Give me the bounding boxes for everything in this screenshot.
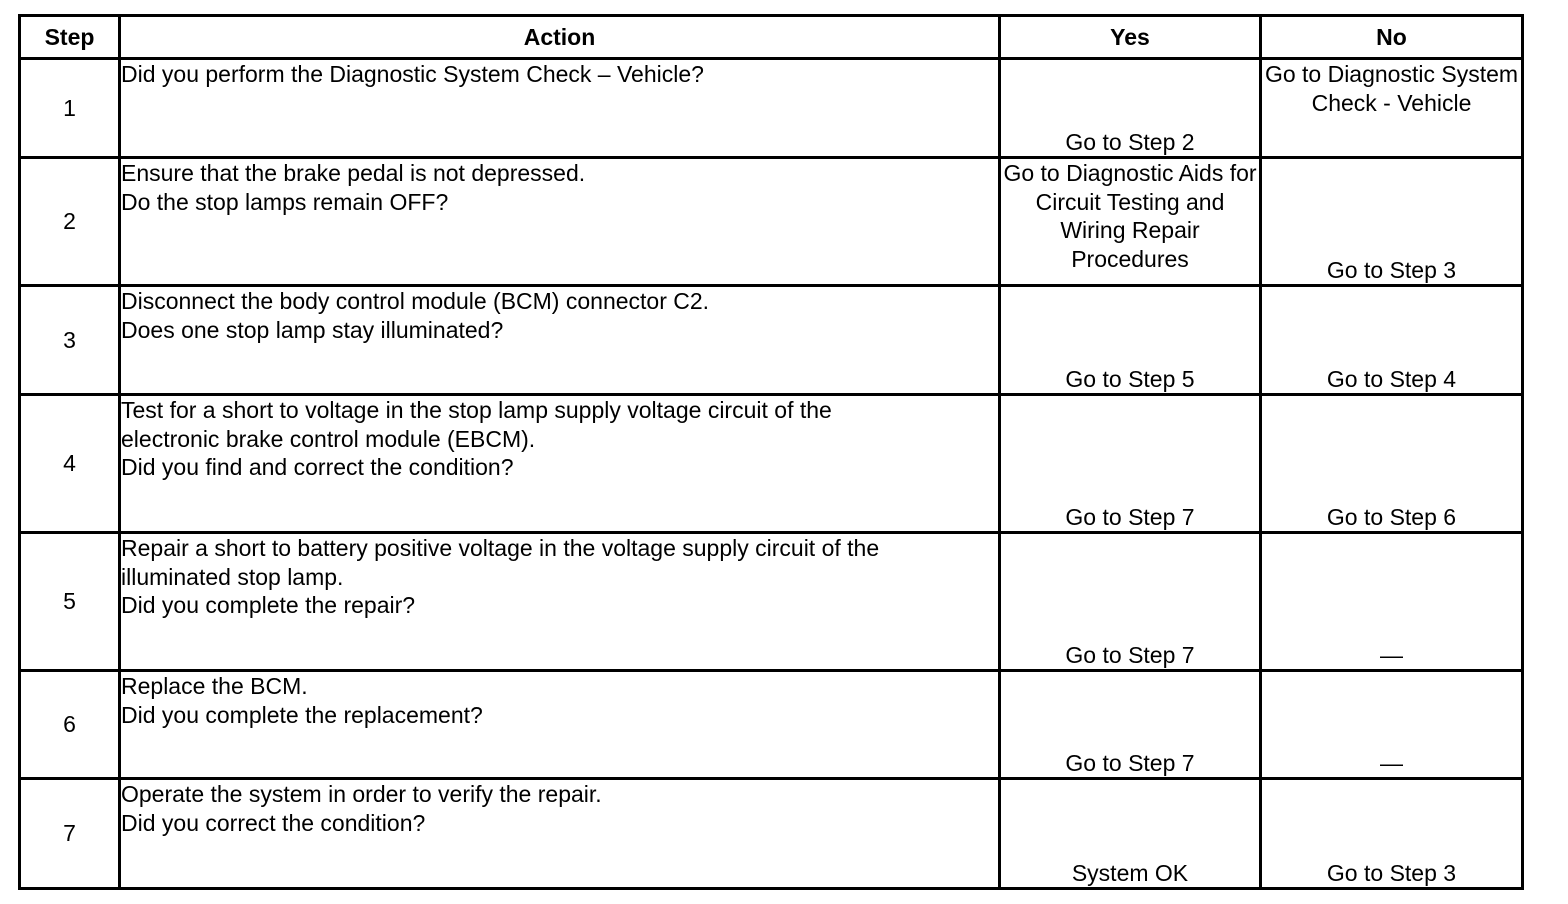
action-question: Did you complete the replacement? (121, 701, 483, 728)
action-cell (120, 395, 1000, 533)
no-result: Go to Step 3 (1261, 779, 1523, 889)
table-row (20, 395, 1523, 533)
action-cell (120, 779, 1000, 889)
yes-result: Go to Step 7 (1000, 395, 1261, 533)
table-header-row (20, 16, 1523, 59)
yes-result: Go to Step 5 (1000, 286, 1261, 395)
action-question: Did you complete the repair? (121, 592, 416, 618)
yes-result: Go to Step 2 (1000, 59, 1261, 158)
step-number: 3 (20, 286, 120, 395)
header-yes: Yes (1000, 16, 1261, 59)
no-result: Go to Step 4 (1261, 286, 1523, 395)
action-instruction: Replace the BCM. (121, 673, 308, 699)
yes-result: Go to Step 7 (1000, 671, 1261, 779)
action-instruction: Repair a short to battery positive voltage in the voltage supply circuit of the illuminated stop lamp. (121, 535, 880, 590)
header-action: Action (120, 16, 1000, 59)
table-row (20, 286, 1523, 395)
header-no: No (1261, 16, 1523, 59)
yes-result: System OK (1000, 779, 1261, 889)
step-number: 7 (20, 779, 120, 889)
action-instruction: Operate the system in order to verify the repair. (121, 781, 602, 807)
action-cell (120, 59, 1000, 158)
action-instruction: Disconnect the body control module (BCM) connector C2. (121, 288, 710, 314)
yes-result: Go to Step 7 (1000, 533, 1261, 671)
table-row (20, 671, 1523, 779)
no-result: Go to Diagnostic System Check - Vehicle (1261, 59, 1523, 158)
no-result: — (1261, 533, 1523, 671)
action-question: Did you find and correct the condition? (121, 454, 514, 480)
step-number: 2 (20, 158, 120, 286)
step-number: 5 (20, 533, 120, 671)
no-result: — (1261, 671, 1523, 779)
table-row (20, 158, 1523, 286)
no-result: Go to Step 6 (1261, 395, 1523, 533)
action-question: Does one stop lamp stay illuminated? (121, 316, 504, 343)
no-result: Go to Step 3 (1261, 158, 1523, 286)
yes-result: Go to Diagnostic Aids for Circuit Testing and Wiring Repair Procedures (1000, 158, 1261, 286)
step-number: 1 (20, 59, 120, 158)
action-cell (120, 671, 1000, 779)
action-cell (120, 533, 1000, 671)
step-number: 6 (20, 671, 120, 779)
header-step: Step (20, 16, 120, 59)
action-instruction: Did you perform the Diagnostic System Check – Vehicle? (121, 61, 704, 87)
action-question: Did you correct the condition? (121, 809, 426, 836)
table-row (20, 59, 1523, 158)
action-instruction: Test for a short to voltage in the stop lamp supply voltage circuit of the electronic brake control module (EBCM). (121, 397, 832, 452)
action-question: Do the stop lamps remain OFF? (121, 188, 449, 215)
table-row (20, 533, 1523, 671)
action-instruction: Ensure that the brake pedal is not depressed. (121, 160, 586, 186)
table-row (20, 779, 1523, 889)
action-cell (120, 286, 1000, 395)
step-number: 4 (20, 395, 120, 533)
action-cell (120, 158, 1000, 286)
diagnostic-table (18, 14, 1524, 890)
